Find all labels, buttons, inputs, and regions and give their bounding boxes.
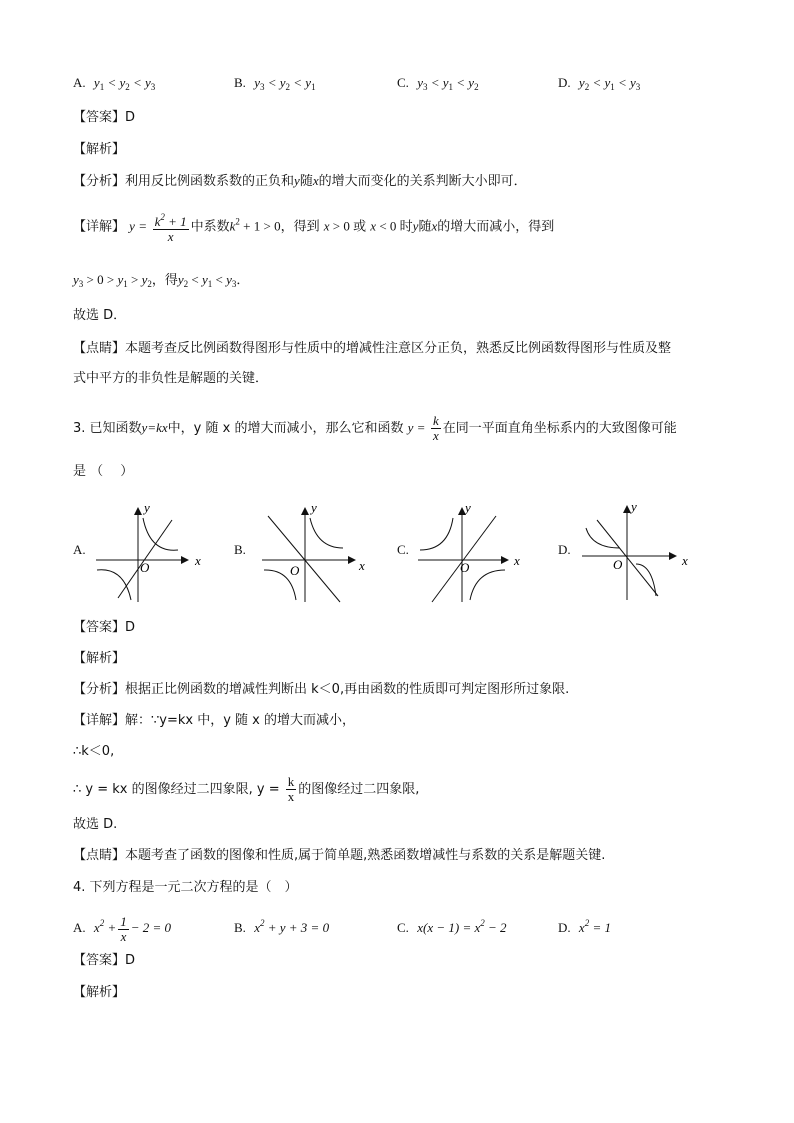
q4-answer [73, 952, 135, 970]
graph-c [418, 508, 508, 602]
graph-c-origin: O [460, 560, 470, 575]
q3-answer [73, 619, 135, 637]
option-label: C. [397, 75, 409, 90]
fenxi-text: 利用反比例函数系数的正负和 [125, 174, 295, 189]
graph-b-y-label: y [311, 500, 317, 515]
option-label: D. [558, 75, 571, 90]
xj-1: 解：∵y=kx 中，y 随 x 的增大而减小， [125, 713, 356, 728]
dianjing-text: 本题考查了函数的图像和性质,属于简单题,熟悉函数增减性与系数的关系是解题关键. [125, 848, 606, 863]
fenxi-tag: 【分析】 [73, 174, 126, 189]
xj-6: 的增大而减小，得到 [437, 219, 555, 235]
option-expression: $x^2$ + $\frac{1}{x}$ − 2 = 0 [93, 913, 172, 944]
graph-a-x-label: x [195, 553, 201, 568]
q2-dianjing [73, 340, 671, 358]
dianjing-tag: 【点睛】 [73, 341, 126, 356]
xj-1: 中系数 [190, 219, 230, 235]
option-expression: $y_3 < y_2 < y_1$ [254, 75, 316, 92]
option-label: B. [234, 75, 246, 90]
fenxi-text: 根据正比例函数的增减性判断出 k＜0,再由函数的性质即可判定图形所过象限. [125, 682, 570, 697]
xiangjie-tag: 【详解】 [73, 219, 126, 235]
answer-tag: 【答案】 [73, 620, 126, 635]
xj-4: 时 [399, 219, 413, 235]
q4-option-d [558, 914, 611, 938]
q3-stem-func: y=kx [141, 420, 168, 435]
graph-b-hyperbola-q1 [310, 518, 343, 548]
q3-graph-label-a: A. [73, 542, 86, 557]
xj-2: ，得到 [280, 219, 320, 235]
fenxi-end: 的增大而变化的关系判断大小即可． [318, 174, 527, 189]
graph-c-y-label: y [465, 500, 471, 515]
q2-analysis-tag: 【解析】 [73, 142, 126, 157]
graph-d-hyperbola-q4 [636, 564, 656, 596]
xj-3a: ∴ y = kx 的图像经过二四象限, y = [73, 782, 280, 797]
q3-graphs [0, 498, 794, 618]
q3-stem-line2: 是 （ ） [73, 464, 134, 479]
q3-guxuan: 故选 D. [73, 817, 118, 832]
graph-a-origin: O [140, 560, 150, 575]
option-label: B. [234, 920, 246, 935]
graph-c-x-label: x [514, 553, 520, 568]
q2-xiangjie: 【详解】 y = $\frac{k^2 + 1}{x}$ 中系数$k^2 + 1 > 0$，得到 x > 0 或 x < 0 时y随x的增大而减小，得到 [73, 212, 555, 244]
graph-a [96, 508, 188, 602]
answer-value: D [125, 620, 136, 635]
q3-graph-label-c: C. [397, 542, 409, 557]
option-expression: $x^2 + y + 3 = 0$ [254, 918, 330, 935]
q3-fenxi [73, 681, 569, 699]
q2-answer [73, 109, 135, 127]
q4-option-b [234, 914, 329, 938]
answer-tag: 【答案】 [73, 110, 126, 125]
graph-c-hyperbola-q2 [420, 518, 453, 550]
q3-dianjing [73, 847, 605, 865]
q2-option-d [558, 74, 640, 96]
graph-b [262, 508, 355, 602]
q2-option-b [234, 74, 316, 96]
xiangjie-tag: 【详解】 [73, 713, 126, 728]
xj-line2-a: ，得 [151, 273, 178, 288]
option-expression: $x(x - 1) = x^2 - 2$ [417, 918, 507, 935]
graph-b-line [268, 516, 340, 602]
q3-stem-4: 在同一平面直角坐标系内的大致图像可能 [442, 421, 677, 436]
q4-stem: 4. 下列方程是一元二次方程的是（ ） [73, 880, 298, 895]
graph-d [582, 506, 676, 600]
option-label: C. [397, 920, 409, 935]
graph-d-hyperbola-q2 [586, 528, 620, 548]
graph-a-y-label: y [144, 500, 150, 515]
option-expression: $y_2 < y_1 < y_3$ [578, 75, 641, 92]
xj-3: 或 [353, 219, 367, 235]
q4-analysis-tag: 【解析】 [73, 985, 126, 1000]
q2-fenxi: 【分析】利用反比例函数系数的正负和y随x的增大而变化的关系判断大小即可． [73, 173, 527, 189]
graph-d-y-label: y [631, 499, 637, 514]
answer-value: D [125, 110, 136, 125]
q3-analysis-tag: 【解析】 [73, 651, 126, 666]
fenxi-tag: 【分析】 [73, 682, 126, 697]
q3-graph-label-b: B. [234, 542, 246, 557]
q3-xiangjie [73, 712, 355, 730]
option-expression: $x^2 = 1$ [578, 918, 611, 935]
q3-stem-3: y 随 x 的增大而减小，那么它和函数 [193, 421, 404, 436]
q3-stem-2: 中， [167, 421, 194, 436]
q2-dianjing-line2: 式中平方的非负性是解题的关键． [73, 371, 269, 386]
answer-tag: 【答案】 [73, 953, 126, 968]
option-label: A. [73, 75, 86, 90]
graph-a-hyperbola-q3 [97, 570, 131, 600]
option-expression: $y_3 < y_1 < y_2$ [417, 75, 479, 92]
q3-xiangjie-line2: ∴k＜0, [73, 744, 115, 759]
fraction-k2-plus-1-over-x: $\frac{k^2 + 1}{x}$ [154, 212, 187, 244]
option-label: A. [73, 920, 86, 935]
q2-option-a [73, 74, 155, 96]
q3-graph-label-d: D. [558, 542, 571, 557]
q3-stem-1: 3. 已知函数 [73, 421, 142, 436]
graph-d-x-label: x [682, 553, 688, 568]
answer-value: D [125, 953, 136, 968]
q3-stem: 3. 已知函数y=kx中，y 随 x 的增大而减小，那么它和函数 y = $\frac{k}{x}$ 在同一平面直角坐标系内的大致图像可能 [73, 413, 677, 443]
q2-xiangjie-line2: $y_3 > 0 > y_1 > y_2$，得$y_2 < y_1 < y_3$． [73, 272, 250, 289]
q4-option-a [73, 914, 171, 944]
xj-5: 随 [418, 219, 432, 235]
q2-option-c [397, 74, 479, 96]
graph-c-hyperbola-q4 [470, 570, 505, 600]
option-expression: $y_1 < y_2 < y_3$ [93, 75, 156, 92]
graph-b-x-label: x [359, 558, 365, 573]
graph-a-hyperbola-q1 [143, 518, 178, 550]
graph-d-origin: O [613, 557, 623, 572]
fraction-k-over-x: $\frac{k}{x}$ [433, 413, 439, 443]
q3-xiangjie-line3 [73, 775, 419, 804]
q4-option-c [397, 914, 507, 938]
dianjing-text-1: 本题考查反比例函数得图形与性质中的增减性注意区分正负，熟悉反比例函数得图形与性质及整 [125, 341, 672, 356]
graph-c-line [432, 516, 496, 602]
option-label: D. [558, 920, 571, 935]
xj-3b: 的图像经过二四象限, [298, 782, 420, 797]
fenxi-mid: 随 [299, 174, 313, 189]
q2-guxuan: 故选 D． [73, 308, 127, 323]
graph-b-origin: O [290, 563, 300, 578]
fraction-k-over-x-upright: $\frac{k}{x}$ [287, 774, 295, 804]
dianjing-tag: 【点睛】 [73, 848, 126, 863]
